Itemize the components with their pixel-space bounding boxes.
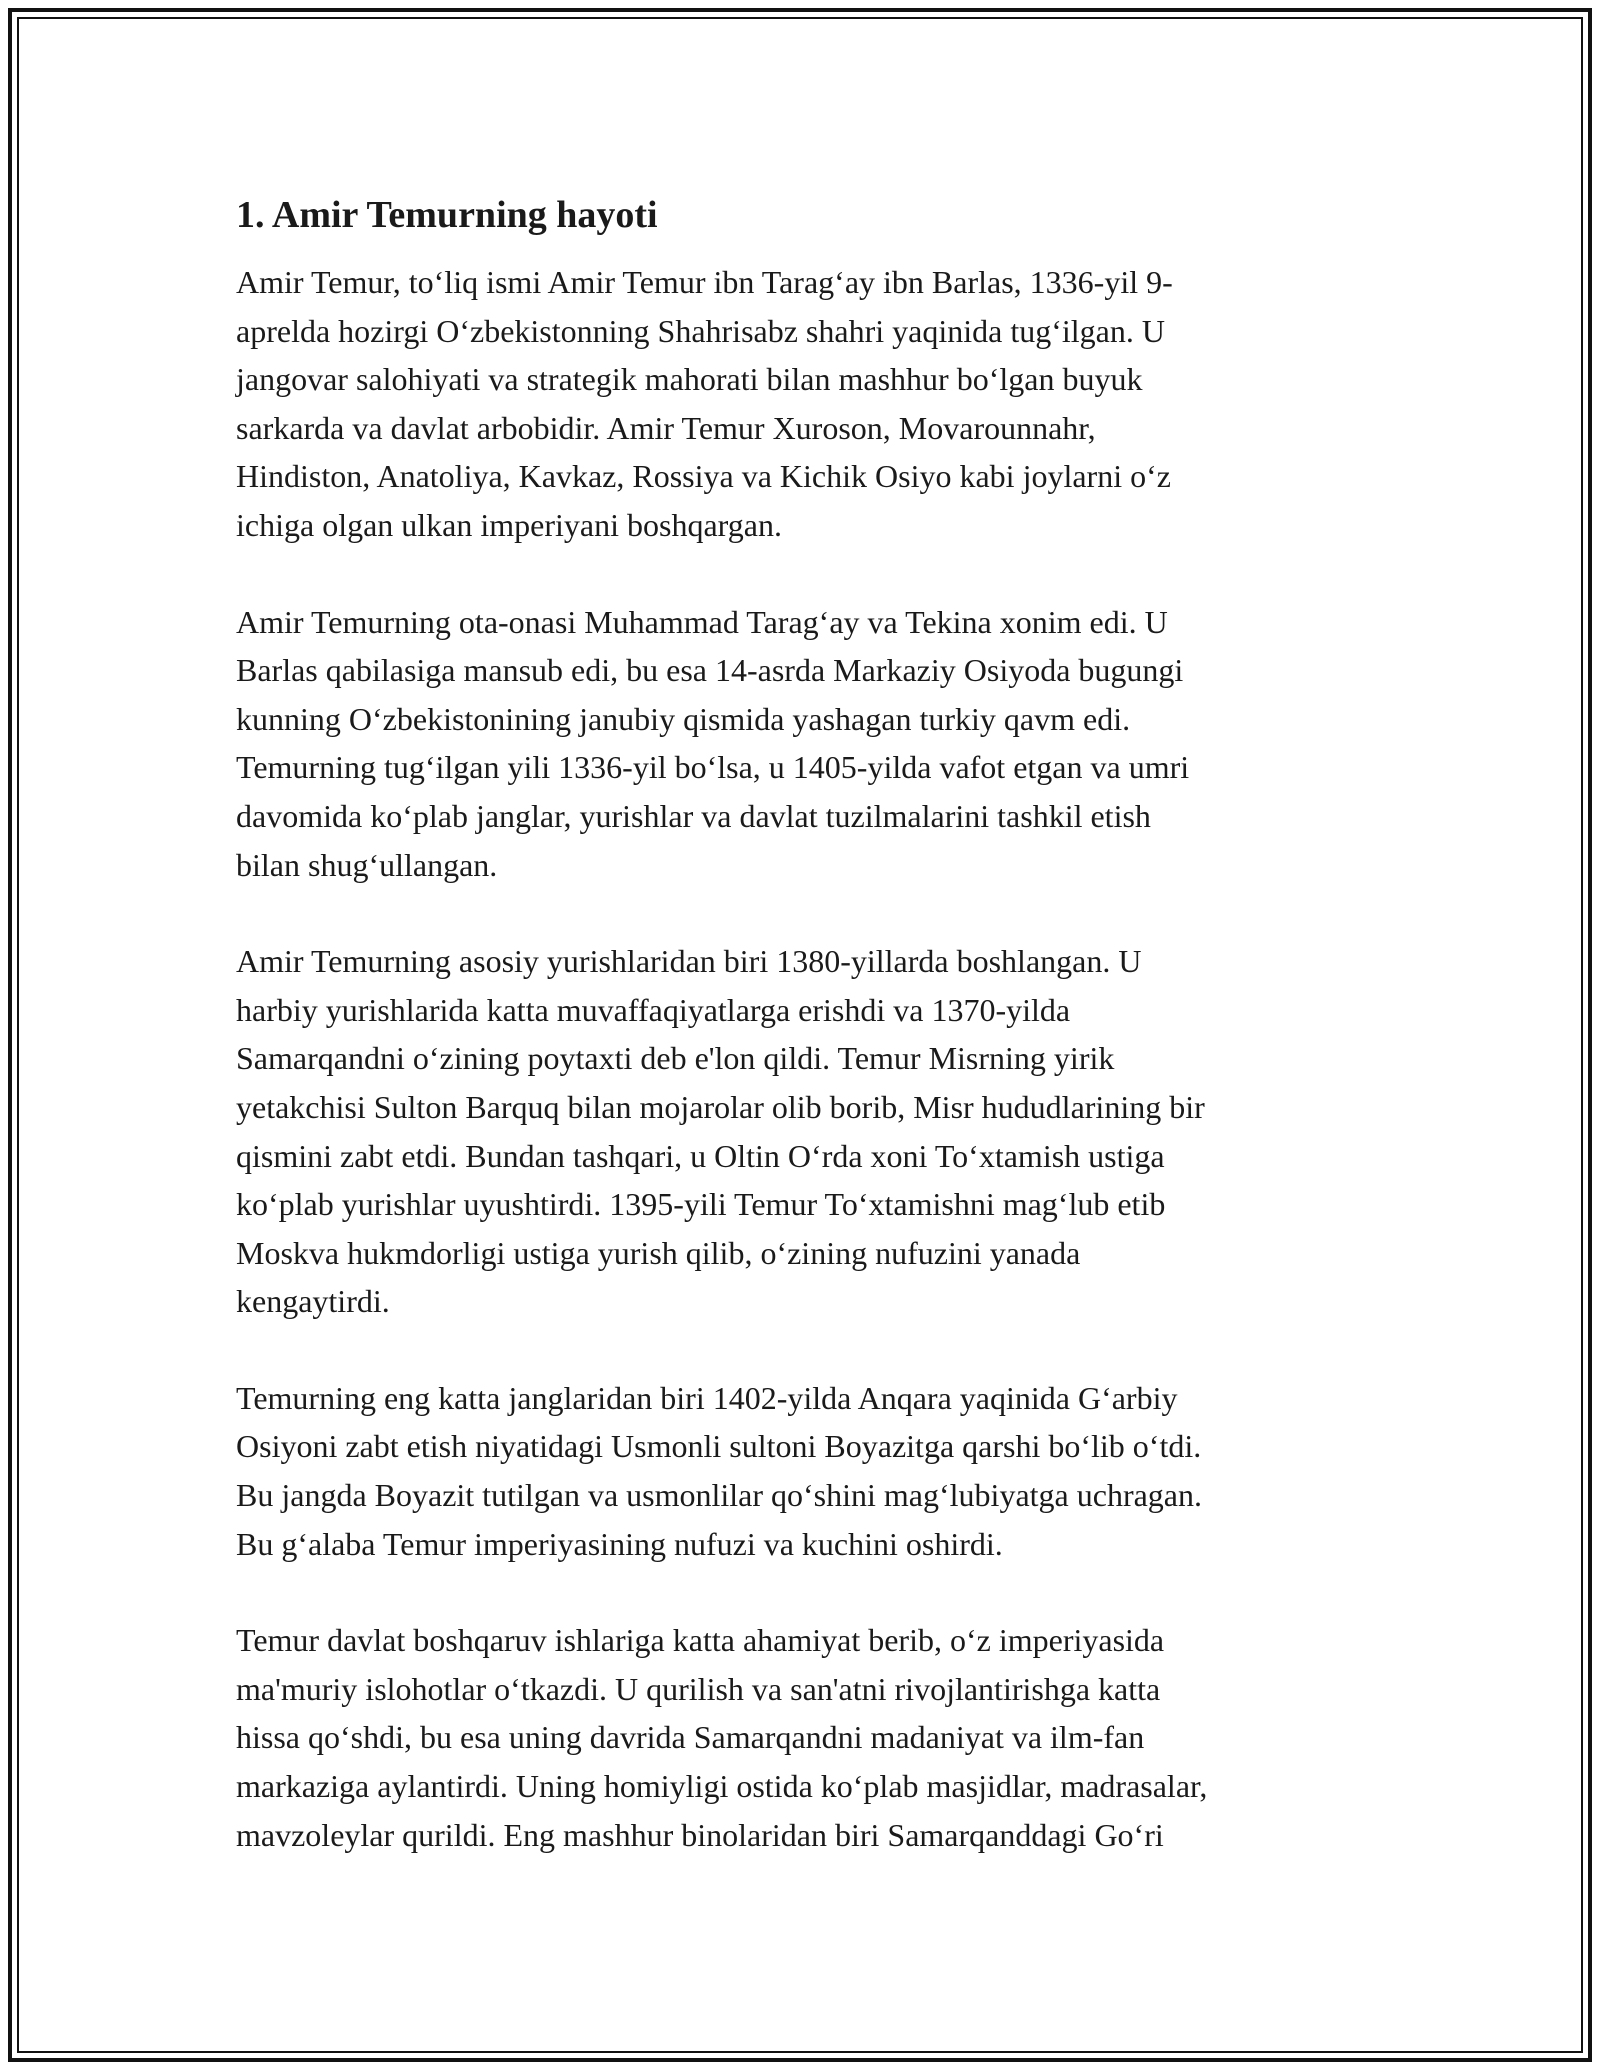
text-line: bilan shug‘ullangan. (236, 846, 498, 883)
text-line: Amir Temur, to‘liq ismi Amir Temur ibn Tarag‘ay ibn Barlas, 1336-yil 9- (236, 264, 1173, 300)
text-line: qismini zabt etdi. Bundan tashqari, u Oltin O‘rda xoni To‘xtamish ustiga (236, 1137, 1165, 1174)
text-line: yetakchisi Sulton Barquq bilan mojarolar olib borib, Misr hududlarining bir (236, 1088, 1205, 1125)
text-line: Amir Temurning asosiy yurishlaridan biri 1380-yillarda boshlangan. U (236, 943, 1142, 980)
text-line: Barlas qabilasiga mansub edi, bu esa 14-asrda Markaziy Osiyoda bugungi (236, 652, 1184, 689)
text-line: mavzoleylar qurildi. Eng mashhur binolaridan biri Samarqanddagi Go‘ri (236, 1816, 1164, 1853)
text-line: kengaytirdi. (236, 1283, 390, 1320)
text-line: Bu jangda Boyazit tutilgan va usmonlilar qo‘shini mag‘lubiyatga uchragan. (236, 1477, 1202, 1514)
paragraph-2 (236, 598, 1366, 890)
text-line: hissa qo‘shdi, bu esa uning davrida Samarqandni madaniyat va ilm-fan (236, 1719, 1145, 1756)
paragraph-3 (236, 937, 1366, 1326)
text-line: ko‘plab yurishlar uyushtirdi. 1395-yili Temur To‘xtamishni mag‘lub etib (236, 1186, 1166, 1223)
text-line: ichiga olgan ulkan imperiyani boshqargan. (236, 506, 782, 543)
text-line: Temurning eng katta janglaridan biri 1402-yilda Anqara yaqinida G‘arbiy (236, 1379, 1178, 1416)
text-line: harbiy yurishlarida katta muvaffaqiyatlarga erishdi va 1370-yilda (236, 991, 1071, 1028)
text-line: kunning O‘zbekistonining janubiy qismida yashagan turkiy qavm edi. (236, 700, 1131, 737)
paragraph-1 (236, 258, 1366, 550)
text-line: Temurning tug‘ilgan yili 1336-yil bo‘lsa, u 1405-yilda vafot etgan va umri (236, 749, 1190, 786)
section-heading: 1. Amir Temurning hayoti (236, 194, 658, 236)
text-line: markaziga aylantirdi. Uning homiyligi ostida ko‘plab masjidlar, madrasalar, (236, 1768, 1208, 1805)
text-line: Samarqandni o‘zining poytaxti deb e'lon qildi. Temur Misrning yirik (236, 1040, 1115, 1077)
text-line: sarkarda va davlat arbobidir. Amir Temur Xuroson, Movarounnahr, (236, 409, 1096, 446)
text-line: Bu g‘alaba Temur imperiyasining nufuzi va kuchini oshirdi. (236, 1525, 1003, 1562)
text-line: davomida ko‘plab janglar, yurishlar va davlat tuzilmalarini tashkil etish (236, 797, 1151, 834)
document-body (236, 190, 1366, 1907)
text-line: Amir Temurning ota-onasi Muhammad Tarag‘ay va Tekina xonim edi. U (236, 603, 1168, 640)
text-line: Hindiston, Anatoliya, Kavkaz, Rossiya va Kichik Osiyo kabi joylarni o‘z (236, 458, 1171, 495)
text-line: jangovar salohiyati va strategik mahorati bilan mashhur bo‘lgan buyuk (236, 361, 1143, 398)
paragraph-5 (236, 1616, 1366, 1859)
text-line: Moskva hukmdorligi ustiga yurish qilib, o‘zining nufuzini yanada (236, 1234, 1081, 1271)
text-line: Temur davlat boshqaruv ishlariga katta ahamiyat berib, o‘z imperiyasida (236, 1622, 1165, 1659)
paragraph-4 (236, 1374, 1366, 1568)
text-line: ma'muriy islohotlar o‘tkazdi. U qurilish va san'atni rivojlantirishga katta (236, 1670, 1161, 1707)
text-line: Osiyoni zabt etish niyatidagi Usmonli sultoni Boyazitga qarshi bo‘lib o‘tdi. (236, 1428, 1202, 1465)
text-line: aprelda hozirgi O‘zbekistonning Shahrisabz shahri yaqinida tug‘ilgan. U (236, 312, 1165, 349)
